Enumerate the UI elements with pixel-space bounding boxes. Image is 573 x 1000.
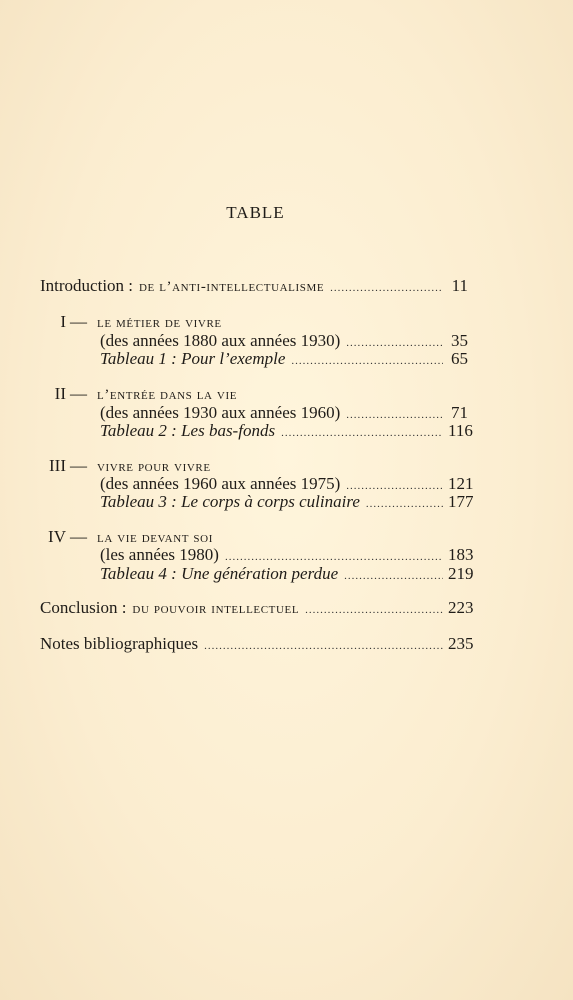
toc-entry-introduction[interactable]: [40, 275, 468, 297]
dot-leader: [330, 277, 443, 299]
dash: —: [70, 456, 87, 475]
page-number: 235: [448, 634, 474, 653]
dot-leader: [305, 599, 443, 621]
toc-entry-conclusion[interactable]: [40, 597, 474, 619]
page-number: 35: [451, 331, 468, 350]
entry-label: Conclusion :: [40, 598, 127, 617]
dot-leader: [291, 350, 443, 372]
entry-subtitle: du pouvoir intellectuel: [132, 601, 300, 617]
entry-label: Tableau 1 : Pour l’exemple: [100, 349, 286, 368]
toc-entry-tableau[interactable]: [100, 348, 468, 370]
entry-label: Introduction :: [40, 276, 134, 295]
entry-label: Tableau 3 : Le corps à corps culinaire: [100, 492, 360, 511]
chapter-number: IV: [48, 527, 66, 546]
page-number: 71: [451, 403, 468, 422]
chapter-title: la vie devant soi: [97, 530, 213, 546]
page-number: 11: [451, 276, 468, 295]
entry-subtitle: de l’anti-intellectualisme: [139, 279, 325, 295]
dot-leader: [344, 565, 443, 587]
toc-entry-tableau[interactable]: [100, 491, 474, 513]
entry-label: (des années 1960 aux années 1975): [100, 474, 341, 493]
chapter-title: le métier de vivre: [97, 315, 222, 331]
entry-label: (des années 1880 aux années 1930): [100, 331, 341, 350]
page-number: 121: [448, 474, 474, 493]
dot-leader: [366, 493, 443, 515]
chapter-title: vivre pour vivre: [97, 459, 211, 475]
entry-label: (des années 1930 aux années 1960): [100, 403, 341, 422]
chapter-number: II: [54, 384, 66, 403]
toc-entry-tableau[interactable]: [100, 563, 474, 585]
page-number: 223: [448, 598, 474, 617]
page-number: 65: [451, 349, 468, 368]
dash: —: [70, 384, 87, 403]
toc-entry-tableau[interactable]: [100, 420, 473, 442]
page-number: 177: [448, 492, 474, 511]
entry-label: (les années 1980): [100, 545, 219, 564]
entry-label: Notes bibliographiques: [40, 634, 199, 653]
dash: —: [70, 312, 87, 331]
chapter-number: III: [49, 456, 66, 475]
dot-leader: [281, 422, 443, 444]
page-number: 183: [448, 545, 474, 564]
dot-leader: [204, 635, 443, 657]
chapter-number: I: [60, 312, 66, 331]
page-number: 116: [448, 421, 473, 440]
page-number: 219: [448, 564, 474, 583]
entry-label: Tableau 2 : Les bas-fonds: [100, 421, 276, 440]
entry-label: Tableau 4 : Une génération perdue: [100, 564, 339, 583]
page-title: TABLE: [226, 203, 285, 222]
dash: —: [70, 527, 87, 546]
chapter-title: l’entrée dans la vie: [97, 387, 238, 403]
toc-entry-notes[interactable]: [40, 633, 474, 655]
